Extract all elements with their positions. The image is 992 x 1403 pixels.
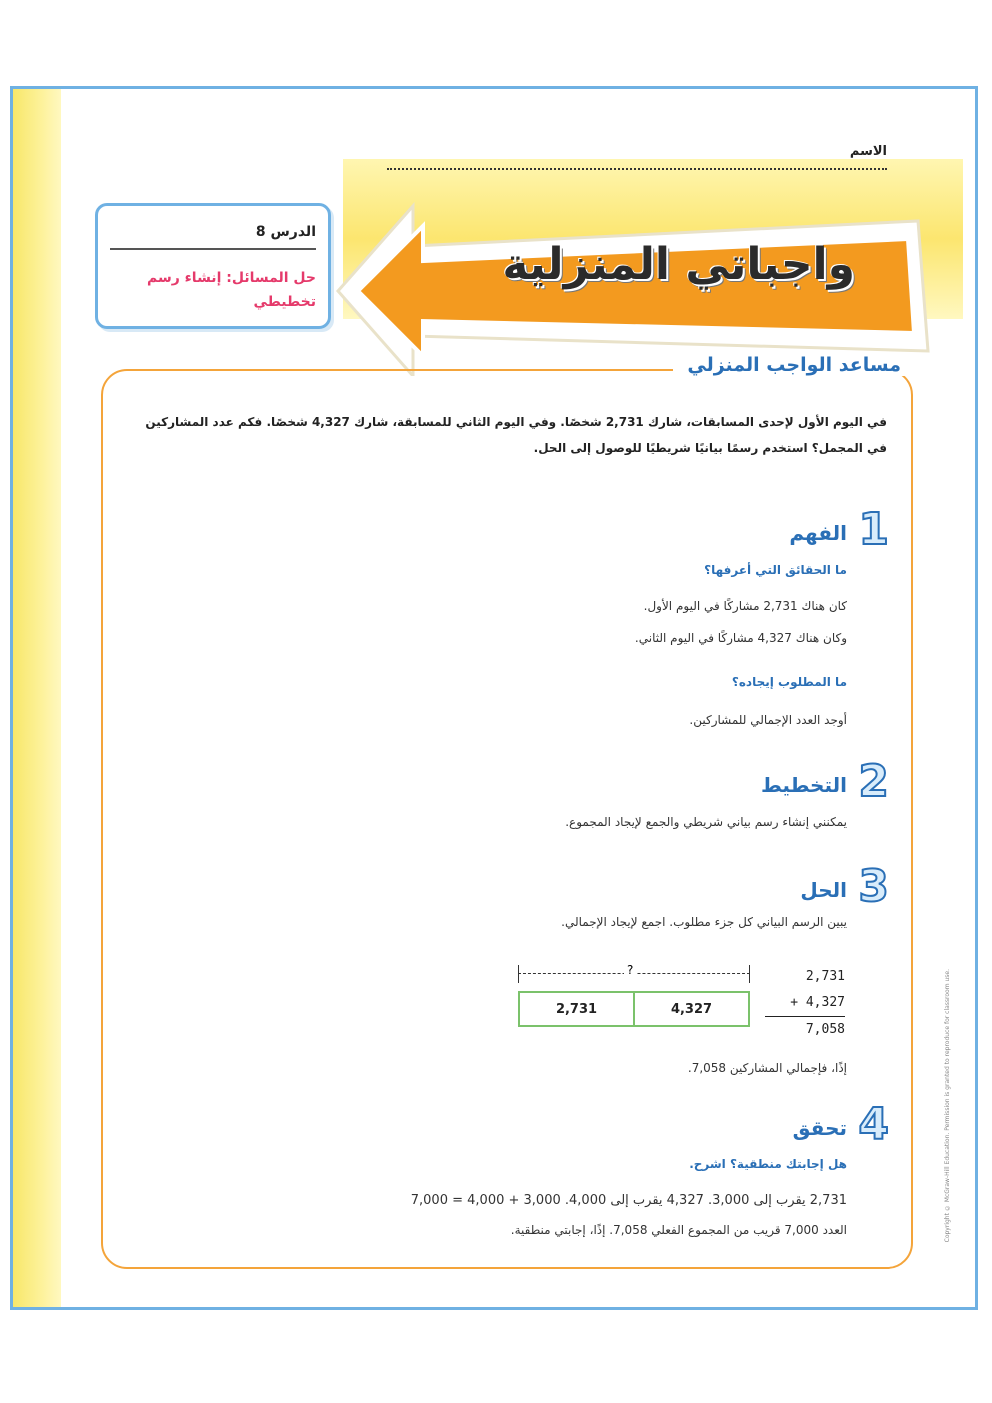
bracket-right-tick — [749, 965, 750, 983]
yellow-side-strip — [13, 89, 61, 1307]
step-number-1: 1 — [858, 504, 889, 555]
question-facts: ما الحقائق التي أعرفها؟ — [704, 563, 847, 577]
unknown-total-label: ? — [624, 963, 636, 977]
solve-conclusion: إذًا، فإجمالي المشاركين 7,058. — [687, 1061, 847, 1075]
sum-total: 7,058 — [805, 1022, 845, 1037]
name-row — [387, 144, 887, 174]
step-title-solve: الحل — [800, 878, 847, 902]
question-goal: ما المطلوب إيجاده؟ — [731, 675, 847, 689]
fact-day-two: وكان هناك 4,327 مشاركًا في اليوم الثاني. — [634, 631, 847, 645]
lesson-label: الدرس 8 — [255, 224, 316, 240]
addition-problem — [765, 964, 845, 1043]
bar-model — [518, 991, 750, 1027]
lesson-subtitle: حل المسائل: إنشاء رسم تخطيطي — [146, 270, 316, 310]
bracket-left-tick — [518, 965, 519, 983]
step-title-plan: التخطيط — [760, 773, 847, 797]
lesson-card — [95, 203, 331, 329]
bar-part-day-one: 2,731 — [555, 1001, 598, 1017]
check-estimate: 2,731 يقرب إلى 3,000. 4,327 يقرب إلى 4,000. 3,000 + 4,000 = 7,000 — [410, 1193, 847, 1208]
lesson-divider — [110, 248, 316, 250]
check-conclusion: العدد 7,000 قريب من المجموع الفعلي 7,058. إذًا، إجابتي منطقية. — [510, 1223, 847, 1237]
question-reasonable: هل إجابتك منطقية؟ اشرح. — [689, 1157, 847, 1171]
fact-day-one: كان هناك 2,731 مشاركًا في اليوم الأول. — [643, 599, 847, 613]
worksheet-page — [10, 86, 978, 1310]
page-title: واجباتي المنزلية — [502, 239, 855, 290]
step-title-understand: الفهم — [789, 521, 847, 545]
name-label: الاسم — [849, 144, 887, 159]
bar-part-day-two: 4,327 — [633, 993, 748, 1025]
step-number-4: 4 — [858, 1099, 889, 1150]
helper-heading: مساعد الواجب المنزلي — [673, 354, 915, 376]
goal-text: أوجد العدد الإجمالي للمشاركين. — [689, 713, 847, 727]
addend-one: 2,731 — [805, 969, 845, 984]
bar-diagram — [518, 965, 750, 1029]
step-number-3: 3 — [858, 861, 889, 912]
step-title-check: تحقق — [792, 1116, 847, 1140]
solve-text: يبين الرسم البياني كل جزء مطلوب. اجمع لإيجاد الإجمالي. — [561, 915, 847, 929]
problem-intro: في اليوم الأول لإحدى المسابقات، شارك 2,731 شخصًا. وفي اليوم الثاني للمسابقة، شارك 4,327 شخصًا. فكم عدد المشاركين في المجمل؟ استخدم رسمًا بيانيًا شريطيًا للوصول إلى الحل. — [145, 415, 887, 455]
plan-text: يمكنني إنشاء رسم بياني شريطي والجمع لإيجاد المجموع. — [565, 815, 847, 829]
step-number-2: 2 — [858, 756, 889, 807]
copyright-note: Copyright © McGraw-Hill Education. Permission is granted to reproduce for classroom use. — [944, 969, 951, 1243]
name-line[interactable] — [387, 168, 887, 170]
addend-two: + 4,327 — [790, 995, 845, 1010]
